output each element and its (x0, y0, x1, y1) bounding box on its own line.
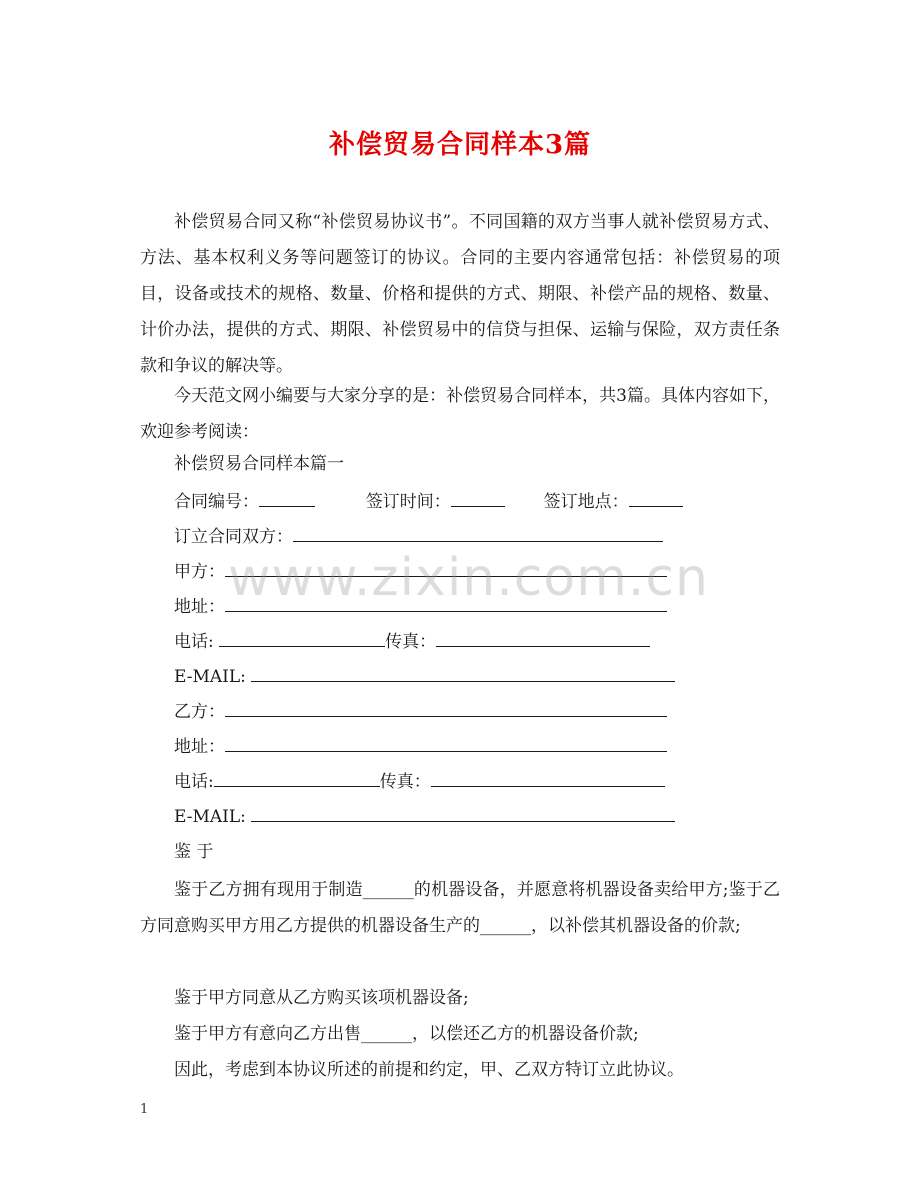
document-title: 补偿贸易合同样本3篇 (328, 130, 592, 160)
whereas-clause-3: 鉴于甲方有意向乙方出售______，以偿还乙方的机器设备价款; (174, 1024, 639, 1044)
party-b-row (174, 699, 667, 724)
section-title: 补偿贸易合同样本篇一 (174, 454, 344, 474)
parties-blank (293, 524, 663, 542)
party-a-row (174, 559, 667, 584)
party-b-email-row (174, 804, 675, 829)
party-a-label: 甲方： (174, 562, 225, 582)
party-b-address-blank (225, 734, 667, 752)
parties-row (174, 524, 663, 549)
sign-place-label: 签订地点： (543, 492, 629, 512)
sign-place-blank (629, 489, 683, 507)
party-a-address-label: 地址： (174, 597, 225, 617)
whereas-heading: 鉴 于 (174, 842, 214, 862)
contract-no-label: 合同编号： (174, 492, 259, 512)
sign-time-blank (451, 489, 505, 507)
party-b-email-label: E-MAIL: (174, 807, 246, 827)
party-b-address-row (174, 734, 667, 759)
party-b-phone-row (174, 769, 665, 794)
whereas-clause-1: 鉴于乙方拥有现用于制造______的机器设备，并愿意将机器设备卖给甲方;鉴于乙方同意购买甲方用乙方提供的机器设备生产的______，以补偿其机器设备的价款; (140, 880, 780, 936)
party-a-fax-label: 传真： (385, 632, 437, 652)
conclusion-clause: 因此，考虑到本协议所述的前提和约定，甲、乙双方特订立此协议。 (174, 1060, 684, 1080)
party-b-fax-blank (431, 769, 665, 787)
party-a-email-label: E-MAIL: (174, 667, 246, 687)
party-b-label: 乙方： (174, 702, 225, 722)
party-a-phone-blank (219, 629, 385, 647)
party-a-blank (225, 559, 667, 577)
party-a-phone-label: 电话: (174, 632, 214, 652)
page-number: 1 (140, 1102, 149, 1117)
party-a-address-blank (225, 594, 667, 612)
intro-paragraph-2: 今天范文网小编要与大家分享的是：补偿贸易合同样本，共3篇。具体内容如下，欢迎参考阅读： (140, 386, 780, 442)
party-a-fax-blank (436, 629, 650, 647)
party-a-phone-row (174, 629, 650, 654)
party-b-blank (225, 699, 667, 717)
party-a-email-blank (251, 664, 675, 682)
sign-time-label: 签订时间： (365, 492, 451, 512)
parties-label: 订立合同双方： (174, 527, 293, 547)
party-b-fax-label: 传真： (379, 772, 431, 792)
party-a-address-row (174, 594, 667, 619)
intro-paragraph-1: 补偿贸易合同又称“补偿贸易协议书”。不同国籍的双方当事人就补偿贸易方式、方法、基本权利义务等问题签订的协议。合同的主要内容通常包括：补偿贸易的项目，设备或技术的规格、数量、价格和提供的方式、期限、补偿产品的规格、数量、计价办法，提供的方式、期限、补偿贸易中的信贷与担保、运输与保险，双方责任条款和争议的解决等。 (140, 212, 780, 376)
whereas-clause-2: 鉴于甲方同意从乙方购买该项机器设备; (174, 988, 469, 1008)
party-b-phone-label: 电话: (174, 772, 214, 792)
party-b-phone-blank (214, 769, 380, 787)
party-b-address-label: 地址： (174, 737, 225, 757)
contract-info-row (174, 489, 683, 514)
watermark: www.zixin.com.cn (228, 548, 709, 608)
contract-no-blank (259, 489, 315, 507)
party-b-email-blank (251, 804, 675, 822)
party-a-email-row (174, 664, 675, 689)
